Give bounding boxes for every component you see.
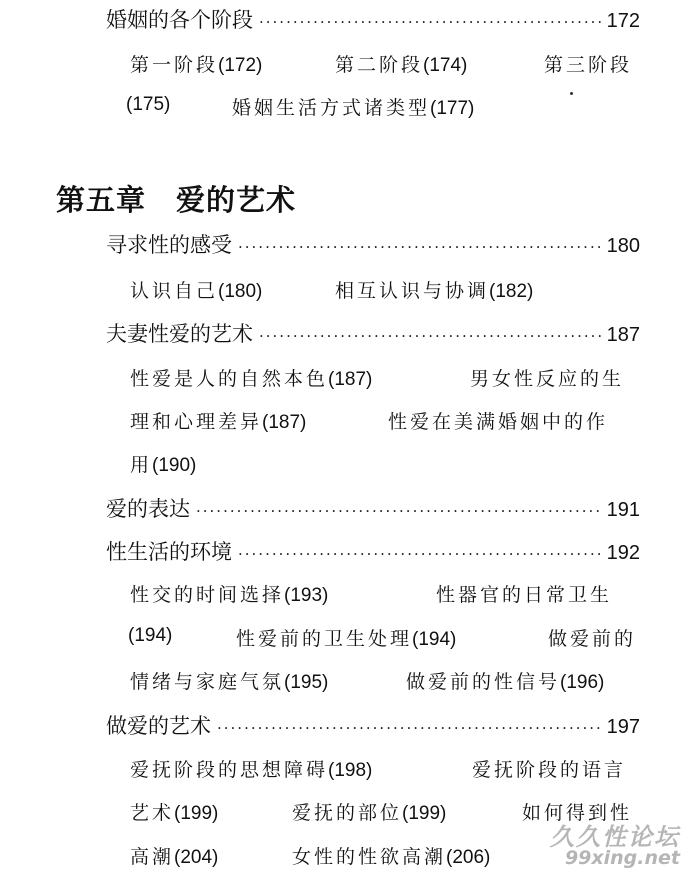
site-watermark bbox=[550, 825, 680, 868]
dot-leader bbox=[196, 502, 601, 520]
toc-entry-marriage-stages[interactable] bbox=[106, 4, 640, 36]
entry-title: 爱的表达 bbox=[106, 497, 190, 521]
page-number: 180 bbox=[606, 235, 640, 257]
subentry-line bbox=[130, 276, 262, 306]
subentry: 用(190) bbox=[130, 454, 197, 476]
subentry: 爱抚阶段的思想障碍(198) bbox=[130, 759, 373, 781]
toc-entry-environment[interactable] bbox=[106, 536, 640, 568]
subentry-line bbox=[130, 798, 218, 828]
page-number: 187 bbox=[606, 324, 640, 346]
entry-title: 做爱的艺术 bbox=[106, 714, 211, 738]
subentry: 男女性反应的生 bbox=[470, 368, 625, 390]
subentry: 情绪与家庭气氛(195) bbox=[130, 671, 329, 693]
subentry: 第三阶段 bbox=[544, 54, 633, 76]
subentry-line bbox=[130, 407, 306, 437]
subentry-line bbox=[470, 364, 624, 394]
subentry: 爱抚阶段的语言 bbox=[472, 759, 627, 781]
subentry: 性爱是人的自然本色(187) bbox=[130, 368, 373, 390]
subentry-line bbox=[335, 276, 533, 306]
dot-leader bbox=[238, 238, 601, 256]
chapter-title: 爱的艺术 bbox=[176, 183, 297, 217]
watermark-line2: 99xing.net bbox=[564, 847, 680, 869]
toc-entry-making-love[interactable] bbox=[106, 710, 640, 742]
print-speck bbox=[570, 92, 573, 95]
page-number: 192 bbox=[606, 542, 640, 564]
subentry-line bbox=[388, 407, 608, 437]
subentry: 女性的性欲高潮(206) bbox=[292, 846, 491, 868]
chapter-number: 第五章 bbox=[56, 183, 147, 217]
entry-title: 夫妻性爱的艺术 bbox=[106, 322, 253, 346]
subentry-line bbox=[544, 50, 632, 80]
subentry-line bbox=[130, 580, 328, 610]
toc-entry-couple-art[interactable] bbox=[106, 318, 640, 350]
subentry-line bbox=[236, 624, 456, 654]
subentry: 认识自己(180) bbox=[130, 280, 263, 302]
toc-entry-seeking[interactable] bbox=[106, 229, 640, 261]
subentry: 性器官的日常卫生 bbox=[436, 584, 613, 606]
subentry: 婚姻生活方式诸类型(177) bbox=[232, 97, 475, 119]
subentry: 做爱前的 bbox=[548, 628, 637, 650]
subentry-line bbox=[406, 667, 604, 697]
subentry: 性爱在美满婚姻中的作 bbox=[388, 411, 609, 433]
subentry: 理和心理差异(187) bbox=[130, 411, 307, 433]
subentry-page: (194) bbox=[128, 625, 173, 646]
subentry-line bbox=[130, 50, 262, 80]
entry-title: 寻求性的感受 bbox=[106, 233, 232, 257]
dot-leader bbox=[217, 719, 601, 737]
subentry-line bbox=[130, 364, 372, 394]
watermark-line1: 久久性论坛 bbox=[550, 823, 680, 851]
subentry: 爱抚的部位(199) bbox=[292, 802, 447, 824]
subentry: 艺术(199) bbox=[130, 802, 219, 824]
page-number: 191 bbox=[606, 499, 640, 521]
page-number: 172 bbox=[606, 10, 640, 32]
subentry: 性交的时间选择(193) bbox=[130, 584, 329, 606]
subentry-line bbox=[130, 842, 218, 872]
subentry: 做爱前的性信号(196) bbox=[406, 671, 605, 693]
page-number: 197 bbox=[606, 716, 640, 738]
subentry: 高潮(204) bbox=[130, 846, 219, 868]
subentry-page: (175) bbox=[126, 94, 171, 115]
subentry-line bbox=[335, 50, 467, 80]
dot-leader bbox=[259, 13, 601, 31]
dot-leader bbox=[259, 327, 601, 345]
subentry-line bbox=[292, 842, 490, 872]
entry-title: 婚姻的各个阶段 bbox=[106, 8, 253, 32]
subentry-line bbox=[130, 755, 372, 785]
subentry-line bbox=[130, 450, 196, 480]
subentry: 第一阶段(172) bbox=[130, 54, 263, 76]
entry-title: 性生活的环境 bbox=[106, 540, 232, 564]
subentry-line bbox=[130, 667, 328, 697]
subentry-line bbox=[548, 624, 636, 654]
subentry-line bbox=[472, 755, 626, 785]
subentry: 性爱前的卫生处理(194) bbox=[236, 628, 457, 650]
subentry-line bbox=[436, 580, 612, 610]
subentry: 第二阶段(174) bbox=[335, 54, 468, 76]
toc-entry-expression[interactable] bbox=[106, 493, 640, 525]
dot-leader bbox=[238, 545, 601, 563]
subentry-line bbox=[128, 624, 172, 654]
subentry: 相互认识与协调(182) bbox=[335, 280, 534, 302]
chapter-heading bbox=[56, 178, 296, 219]
subentry-line bbox=[292, 798, 446, 828]
subentry: 如何得到性 bbox=[522, 802, 633, 824]
subentry-line bbox=[126, 93, 170, 123]
subentry-line bbox=[232, 93, 474, 123]
